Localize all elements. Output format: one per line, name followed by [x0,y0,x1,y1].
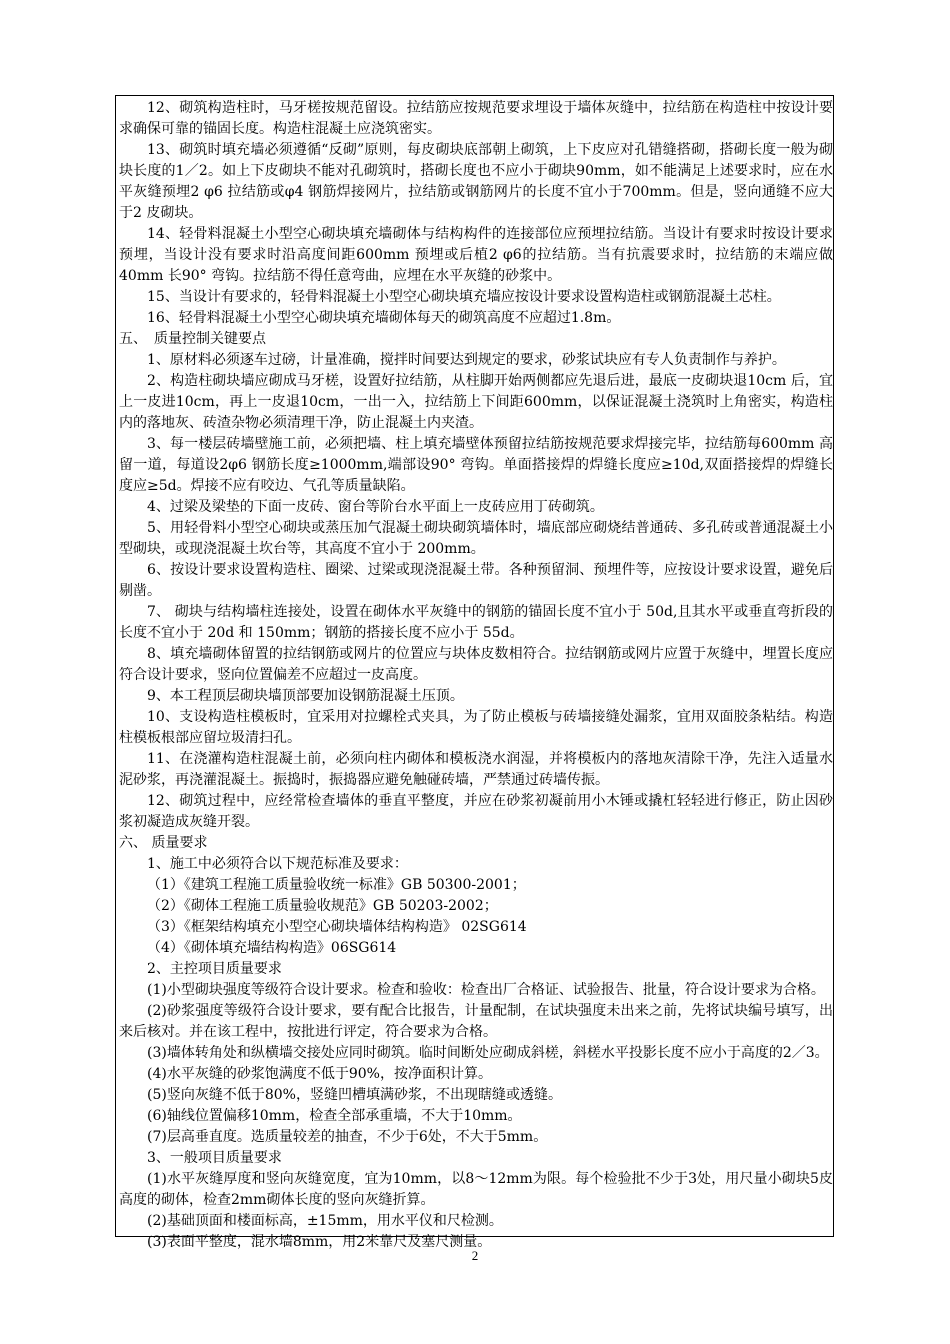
paragraph: 7、 砌块与结构墙柱连接处，设置在砌体水平灰缝中的钢筋的锚固长度不宜小于 50d,且其水平或垂直弯折段的长度不宜小于 20d 和 150mm；钢筋的搭接长度不应小于 55d。 [119,604,833,641]
paragraph: (3)墙体转角处和纵横墙交接处应同时砌筑。临时间断处应砌成斜槎，斜槎水平投影长度不应小于高度的2／3。 [147,1045,829,1061]
paragraph: 13、砌筑时填充墙必须遵循“反砌”原则，每皮砌块底部朝上砌筑，上下皮应对孔错缝搭砌，搭砌长度一般为砌块长度的1／2。如上下皮砌块不能对孔砌筑时，搭砌长度也不应小于砌块90mm，如不能满足上述要求时，应在水平灰缝预埋2 φ6 拉结筋或φ4 钢筋焊接网片，拉结筋或钢筋网片的长度不宜小于700mm。但是，竖向通缝不应大于2 皮砌块。 [119,142,833,221]
paragraph: (7)层高垂直度。选质量较差的抽查，不少于6处，不大于5mm。 [147,1129,548,1145]
paragraph: 6、按设计要求设置构造柱、圈梁、过梁或现浇混凝土带。各种预留洞、预埋件等，应按设计要求设置，避免后剔凿。 [119,562,833,599]
paragraph: 1、施工中必须符合以下规范标准及要求： [147,856,408,872]
section-heading: 六、 质量要求 [119,835,208,851]
paragraph: (5)竖向灰缝不低于80%，竖缝凹槽填满砂浆，不出现瞎缝或透缝。 [147,1087,562,1103]
paragraph: 10、支设构造柱模板时，宜采用对拉螺栓式夹具，为了防止模板与砖墙接缝处漏浆，宜用双面胶条粘结。构造柱模板根部应留垃圾清扫孔。 [119,709,833,746]
paragraph: 11、在浇灌构造柱混凝土前，必须向柱内砌体和模板浇水润湿，并将模板内的落地灰清除干净，先注入适量水泥砂浆，再浇灌混凝土。振捣时，振捣器应避免触碰砖墙，严禁通过砖墙传振。 [119,751,833,788]
paragraph: (6)轴线位置偏移10mm，检查全部承重墙，不大于10mm。 [147,1108,522,1124]
paragraph: 4、过梁及梁垫的下面一皮砖、窗台等阶台水平面上一皮砖应用丁砖砌筑。 [147,499,604,515]
paragraph: 14、轻骨料混凝土小型空心砌块填充墙砌体与结构构件的连接部位应预埋拉结筋。当设计有要求时按设计要求预埋，当设计没有要求时沿高度间距600mm 预埋或后植2 φ6的拉结筋。当有抗震要求时，拉结筋的末端应做40mm 长90° 弯钩。拉结筋不得任意弯曲，应埋在水平灰缝的砂浆中。 [119,226,833,284]
paragraph: (3)表面平整度，混水墙8mm，用2米靠尺及塞尺测量。 [147,1234,492,1250]
page-number: 2 [471,1248,479,1263]
paragraph: 12、砌筑过程中，应经常检查墙体的垂直平整度，并应在砂浆初凝前用小木锤或撬杠轻轻进行修正，防止因砂浆初凝造成灰缝开裂。 [119,793,833,830]
standard-item: （3）《框架结构填充小型空心砌块墙体结构构造》 02SG614 [147,919,527,935]
paragraph: 1、原材料必须逐车过磅，计量准确，搅拌时间要达到规定的要求，砂浆试块应有专人负责制作与养护。 [147,352,786,368]
subsection-heading: 2、主控项目质量要求 [147,961,282,977]
paragraph: 5、用轻骨料小型空心砌块或蒸压加气混凝土砌块砌筑墙体时，墙底部应砌烧结普通砖、多孔砖或普通混凝土小型砌块，或现浇混凝土坎台等，其高度不宜小于 200mm。 [119,520,833,557]
paragraph: 9、本工程顶层砌块墙顶部要加设钢筋混凝土压顶。 [147,688,464,704]
paragraph: (2)基础顶面和楼面标高，±15mm，用水平仪和尺检测。 [147,1213,503,1229]
paragraph: 12、砌筑构造柱时，马牙槎按规范留设。拉结筋应按规范要求埋设于墙体灰缝中，拉结筋在构造柱中按设计要求确保可靠的锚固长度。构造柱混凝土应浇筑密实。 [119,100,833,137]
paragraph: (4)水平灰缝的砂浆饱满度不低于90%，按净面积计算。 [147,1066,492,1082]
subsection-heading: 3、一般项目质量要求 [147,1150,282,1166]
paragraph: 15、当设计有要求的，轻骨料混凝土小型空心砌块填充墙应按设计要求设置构造柱或钢筋混凝土芯柱。 [147,289,781,305]
paragraph: (1)水平灰缝厚度和竖向灰缝宽度，宜为10mm，以8～12mm为限。每个检验批不少于3处，用尺量小砌块5皮高度的砌体，检查2mm砌体长度的竖向灰缝折算。 [119,1171,833,1208]
standard-item: （2）《砌体工程施工质量验收规范》GB 50203-2002； [147,898,498,914]
paragraph: 8、填充墙砌体留置的拉结钢筋或网片的位置应与块体皮数相符合。拉结钢筋或网片应置于灰缝中，埋置长度应符合设计要求，竖向位置偏差不应超过一皮高度。 [119,646,833,683]
document-body [119,98,833,1253]
paragraph: 16、轻骨料混凝土小型空心砌块填充墙砌体每天的砌筑高度不应超过1.8m。 [147,310,621,326]
paragraph: (1)小型砌块强度等级符合设计要求。检查和验收：检查出厂合格证、试验报告、批量，符合设计要求为合格。 [147,982,825,998]
standard-item: （4）《砌体填充墙结构构造》06SG614 [147,940,397,956]
standard-item: （1）《建筑工程施工质量验收统一标准》GB 50300-2001； [147,877,526,893]
paragraph: (2)砂浆强度等级符合设计要求，要有配合比报告，计量配制，在试块强度未出来之前，先将试块编号填写，出来后核对。并在该工程中，按批进行评定，符合要求为合格。 [119,1003,833,1040]
paragraph: 3、每一楼层砖墙壁施工前，必须把墙、柱上填充墙壁体预留拉结筋按规范要求焊接完毕，拉结筋每600mm 高留一道，每道设2φ6 钢筋长度≥1000mm,端部设90° 弯钩。单面搭接焊的焊缝长度应≥10d,双面搭接焊的焊缝长度应≥5d。焊接不应有咬边、气孔等质量缺陷。 [119,436,833,494]
section-heading: 五、 质量控制关键要点 [119,331,266,347]
paragraph: 2、构造柱砌块墙应砌成马牙槎，设置好拉结筋，从柱脚开始两侧都应先退后进，最底一皮砌块退10cm 后，宜上一皮进10cm，再上一皮退10cm，一出一入，拉结筋上下间距600mm，以保证混凝土浇筑时上角密实，构造柱内的落地灰、砖渣杂物必须清理干净，防止混凝土内夹渣。 [119,373,833,431]
